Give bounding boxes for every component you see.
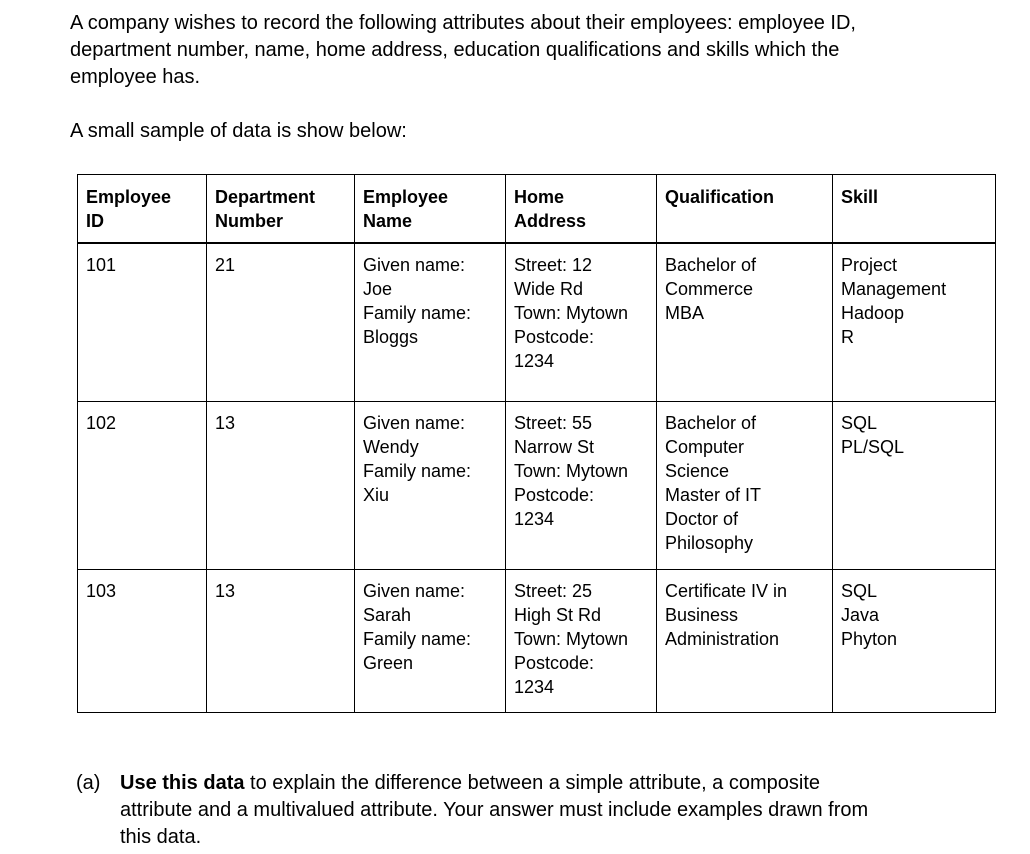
question-emphasis: Use this data <box>120 772 245 794</box>
intro-line: A company wishes to record the following attributes about their employees: employee ID, <box>70 12 856 34</box>
employee-table <box>77 174 996 713</box>
cell-home-address: Street: 55 Narrow St Town: Mytown Postcode: 1234 <box>506 401 657 569</box>
cell-qualification: Bachelor of Computer Science Master of IT Doctor of Philosophy <box>657 401 833 569</box>
cell-skill: Project Management Hadoop R <box>833 243 996 401</box>
intro-line: employee has. <box>70 66 201 88</box>
header-employee-name: Employee Name <box>355 175 506 244</box>
cell-home-address: Street: 25 High St Rd Town: Mytown Postcode: 1234 <box>506 569 657 712</box>
intro-line: department number, name, home address, education qualifications and skills which the <box>70 39 840 61</box>
cell-employee-id: 101 <box>78 243 207 401</box>
header-employee-id: Employee ID <box>78 175 207 244</box>
cell-employee-id: 103 <box>78 569 207 712</box>
cell-qualification: Certificate IV in Business Administration <box>657 569 833 712</box>
header-qualification: Qualification <box>657 175 833 244</box>
table-row <box>78 569 996 712</box>
cell-employee-name: Given name: Wendy Family name: Xiu <box>355 401 506 569</box>
cell-skill: SQL PL/SQL <box>833 401 996 569</box>
intro-paragraph <box>70 10 970 91</box>
cell-department-number: 13 <box>207 401 355 569</box>
table-row <box>78 401 996 569</box>
cell-employee-name: Given name: Sarah Family name: Green <box>355 569 506 712</box>
header-home-address: Home Address <box>506 175 657 244</box>
table-header-row <box>78 175 996 244</box>
cell-employee-name: Given name: Joe Family name: Bloggs <box>355 243 506 401</box>
cell-department-number: 13 <box>207 569 355 712</box>
question-label: (a) <box>76 772 101 794</box>
table-row <box>78 243 996 401</box>
cell-qualification: Bachelor of Commerce MBA <box>657 243 833 401</box>
sample-note: A small sample of data is show below: <box>70 120 407 142</box>
cell-skill: SQL Java Phyton <box>833 569 996 712</box>
cell-home-address: Street: 12 Wide Rd Town: Mytown Postcode: 1234 <box>506 243 657 401</box>
question-text: Use this data to explain the difference between a simple attribute, a composite attribute and a multivalued attribute. Your answer must include examples drawn from this data. <box>120 772 869 848</box>
cell-department-number: 21 <box>207 243 355 401</box>
cell-employee-id: 102 <box>78 401 207 569</box>
header-skill: Skill <box>833 175 996 244</box>
question-a <box>76 770 976 851</box>
header-department-number: Department Number <box>207 175 355 244</box>
